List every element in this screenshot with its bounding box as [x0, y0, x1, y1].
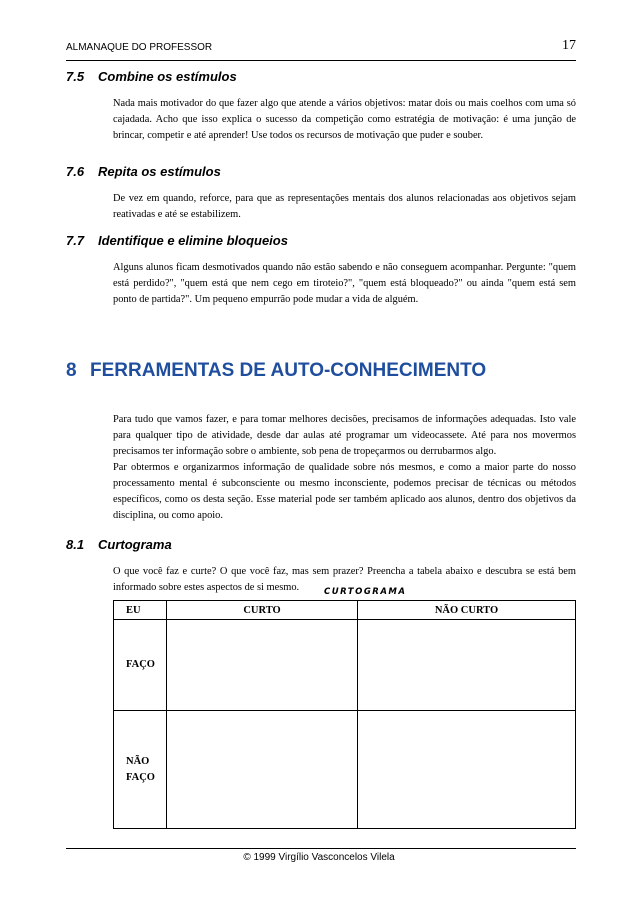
header-title: ALMANAQUE DO PROFESSOR	[66, 42, 213, 53]
header-cell-eu: EU	[114, 601, 167, 620]
section-heading-7-5	[66, 69, 237, 84]
section-7-5-body	[113, 96, 576, 144]
section-number: 7.5	[66, 69, 85, 84]
chapter-number: 8	[66, 360, 77, 381]
row-label-faco: FAÇO	[114, 620, 167, 711]
paragraph: Para tudo que vamos fazer, e para tomar melhores decisões, precisamos de informações adequadas. Isto vale para qualquer tipo de atividade, desde dar aulas até programar um videocassete. Até para nos movermos precisamos ter informação sobre o ambiente, sob pena de tropeçarmos ou derrubarmos algo.	[113, 414, 576, 457]
section-title: Identifique e elimine bloqueios	[98, 233, 288, 248]
section-heading-8-1	[66, 537, 172, 552]
section-number: 7.7	[66, 233, 85, 248]
header-cell-curto: CURTO	[167, 601, 358, 620]
curtograma-table	[113, 600, 576, 829]
chapter-8-body	[113, 412, 576, 524]
page-footer: © 1999 Virgílio Vasconcelos Vilela	[243, 852, 395, 863]
section-7-6-body	[113, 191, 576, 223]
section-heading-7-7	[66, 233, 288, 248]
section-7-7-body	[113, 260, 576, 308]
row-label-text: NÃO FAÇO	[126, 755, 155, 783]
header-cell-nao-curto: NÃO CURTO	[358, 601, 576, 620]
paragraph: Nada mais motivador do que fazer algo que atende a vários objetivos: matar dois ou mais coelhos com uma só cajadada. Acho que isso explica o sucesso da competição como estratégia de motivação: é uma junção de brincar, competir e até aprender! Use todos os recursos de motivação que puder e souber.	[113, 98, 576, 141]
paragraph: O que você faz e curte? O que você faz, mas sem prazer? Preencha a tabela abaixo e descubra se está bem informado sobre estes aspectos de si mesmo.	[113, 566, 576, 593]
table-row	[114, 711, 576, 829]
section-title: Repita os estímulos	[98, 164, 221, 179]
cell-faco-nao-curto[interactable]	[358, 620, 576, 711]
section-number: 8.1	[66, 537, 85, 552]
paragraph: Alguns alunos ficam desmotivados quando não estão sabendo e não conseguem acompanhar. Pergunte: "quem está perdido?", "quem está que nem cego em tiroteio?", "quem está bloqueado?" ou ainda "quem está sem ponto de partida?". Um pequeno empurrão pode mudar a vida de alguém.	[113, 262, 576, 305]
footer-divider	[66, 848, 576, 849]
chapter-heading	[66, 360, 486, 382]
cell-nao-faco-curto[interactable]	[167, 711, 358, 829]
cell-faco-curto[interactable]	[167, 620, 358, 711]
section-number: 7.6	[66, 164, 85, 179]
row-label-nao-faco	[114, 711, 167, 829]
table-header-row	[114, 601, 576, 620]
cell-nao-faco-nao-curto[interactable]	[358, 711, 576, 829]
section-title: Curtograma	[98, 537, 172, 552]
page-number: 17	[562, 38, 576, 53]
chapter-title: FERRAMENTAS DE AUTO-CONHECIMENTO	[90, 360, 487, 381]
table-row	[114, 620, 576, 711]
paragraph: De vez em quando, reforce, para que as representações mentais dos alunos relacionadas aos objetivos sejam reativadas e até se estabilizem.	[113, 193, 576, 220]
section-title: Combine os estímulos	[98, 69, 237, 84]
section-heading-7-6	[66, 164, 221, 179]
page-header	[66, 38, 576, 61]
paragraph: Par obtermos e organizarmos informação de qualidade sobre nós mesmos, e como a maior parte do nosso processamento mental é subconsciente ou mesmo inconsciente, podemos precisar de técnicas ou métodos específicos, como os desta seção. Esse material pode ser também aplicado aos alunos, dentro dos objetivos da disciplina, ou como apoio.	[113, 462, 576, 521]
table-title: CURTOGRAMA	[324, 587, 407, 597]
